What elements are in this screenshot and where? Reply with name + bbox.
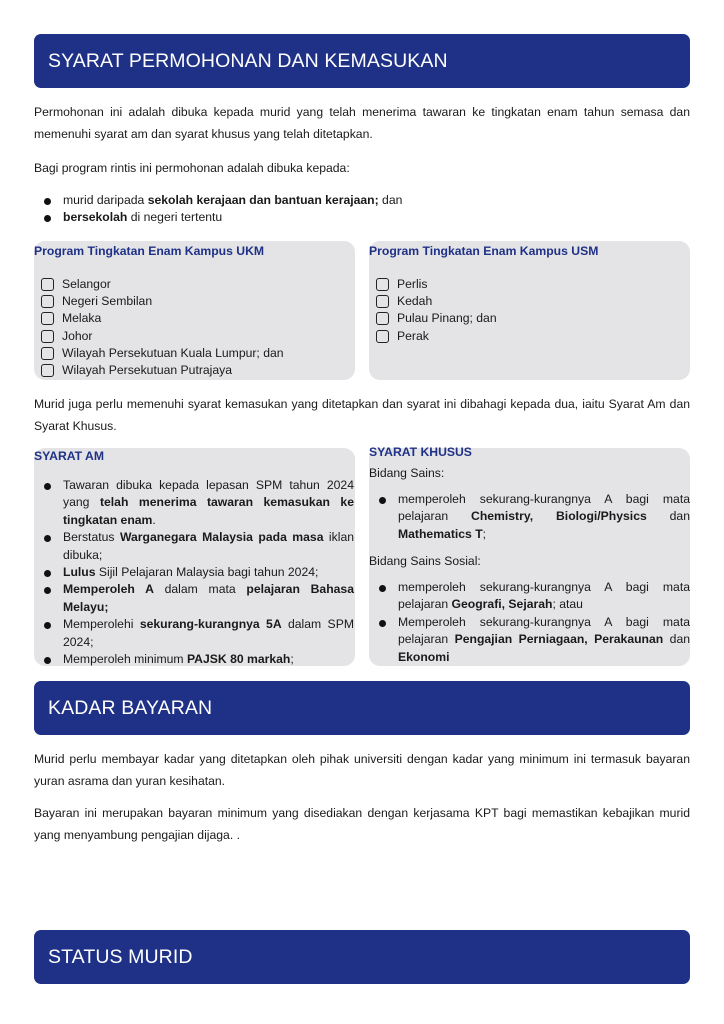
checkbox-icon[interactable]	[41, 330, 54, 343]
checkbox-icon[interactable]	[41, 278, 54, 291]
list-item: Pulau Pinang; dan	[376, 310, 497, 327]
syarat-am-title: SYARAT AM	[34, 449, 104, 463]
list-item: Lulus Sijil Pelajaran Malaysia bagi tahun 2024;	[34, 564, 354, 581]
list-item: murid daripada sekolah kerajaan dan bantuan kerajaan; dan	[34, 192, 690, 209]
list-item: Memperolehi sekurang-kurangnya 5A dalam SPM 2024;	[34, 616, 354, 651]
section-banner-syarat	[34, 34, 690, 88]
lead-paragraph: Bagi program rintis ini permohonan adalah dibuka kepada:	[34, 161, 350, 175]
sains-list	[369, 491, 690, 543]
eligibility-list	[34, 192, 690, 226]
syarat-khusus-title: SYARAT KHUSUS	[369, 445, 472, 459]
list-item: Memperoleh minimum PAJSK 80 markah;	[34, 651, 354, 668]
requirements-note: Murid juga perlu memenuhi syarat kemasukan yang ditetapkan dan syarat ini dibahagi kepada dua, iaitu Syarat Am dan Syarat Khusus.	[34, 397, 690, 433]
list-item: Selangor	[41, 276, 284, 293]
list-item: Perlis	[376, 276, 497, 293]
list-item: bersekolah di negeri tertentu	[34, 209, 690, 226]
checkbox-icon[interactable]	[376, 330, 389, 343]
sosial-label: Bidang Sains Sosial:	[369, 554, 481, 568]
usm-state-list	[376, 276, 497, 345]
list-item: Wilayah Persekutuan Putrajaya	[41, 362, 284, 379]
syarat-am-list	[34, 477, 354, 668]
list-item: Perak	[376, 328, 497, 345]
list-item: Tawaran dibuka kepada lepasan SPM tahun 2024 yang telah menerima tawaran kemasukan ke tingkatan enam.	[34, 477, 354, 529]
kadar-paragraph-1: Murid perlu membayar kadar yang ditetapkan oleh pihak universiti dengan kadar yang minimum ini termasuk bayaran yuran asrama dan yuran kesihatan.	[34, 752, 690, 788]
checkbox-icon[interactable]	[376, 312, 389, 325]
sains-label: Bidang Sains:	[369, 466, 445, 480]
section-banner-kadar	[34, 681, 690, 735]
usm-panel-title: Program Tingkatan Enam Kampus USM	[369, 244, 599, 258]
list-item: Johor	[41, 328, 284, 345]
list-item: Memperoleh A dalam mata pelajaran Bahasa Melayu;	[34, 581, 354, 616]
section-title: STATUS MURID	[48, 945, 193, 968]
checkbox-icon[interactable]	[41, 312, 54, 325]
list-item: Berstatus Warganegara Malaysia pada masa iklan dibuka;	[34, 529, 354, 564]
list-item: Kedah	[376, 293, 497, 310]
list-item: memperoleh sekurang-kurangnya A bagi mata pelajaran Geografi, Sejarah; atau	[369, 579, 690, 614]
section-banner-status	[34, 930, 690, 984]
checkbox-icon[interactable]	[376, 278, 389, 291]
kadar-paragraph-2: Bayaran ini merupakan bayaran minimum yang disediakan dengan kerjasama KPT bagi memastikan kebajikan murid yang menyambung pengajian dijaga. .	[34, 806, 690, 842]
ukm-panel-title: Program Tingkatan Enam Kampus UKM	[34, 244, 265, 258]
section-title: KADAR BAYARAN	[48, 696, 213, 719]
list-item: Wilayah Persekutuan Kuala Lumpur; dan	[41, 345, 284, 362]
checkbox-icon[interactable]	[376, 295, 389, 308]
list-item: memperoleh sekurang-kurangnya A bagi mata pelajaran Chemistry, Biologi/Physics dan Mathematics T;	[369, 491, 690, 543]
intro-paragraph: Permohonan ini adalah dibuka kepada murid yang telah menerima tawaran ke tingkatan enam tahun semasa dan memenuhi syarat am dan syarat khusus yang telah ditetapkan.	[34, 105, 690, 141]
checkbox-icon[interactable]	[41, 295, 54, 308]
ukm-state-list	[41, 276, 284, 379]
checkbox-icon[interactable]	[41, 364, 54, 377]
list-item: Negeri Sembilan	[41, 293, 284, 310]
sosial-list	[369, 579, 690, 666]
list-item: Melaka	[41, 310, 284, 327]
list-item: Memperoleh sekurang-kurangnya A bagi mata pelajaran Pengajian Perniagaan, Perakaunan dan Ekonomi	[369, 614, 690, 666]
checkbox-icon[interactable]	[41, 347, 54, 360]
section-title: SYARAT PERMOHONAN DAN KEMASUKAN	[48, 49, 448, 72]
